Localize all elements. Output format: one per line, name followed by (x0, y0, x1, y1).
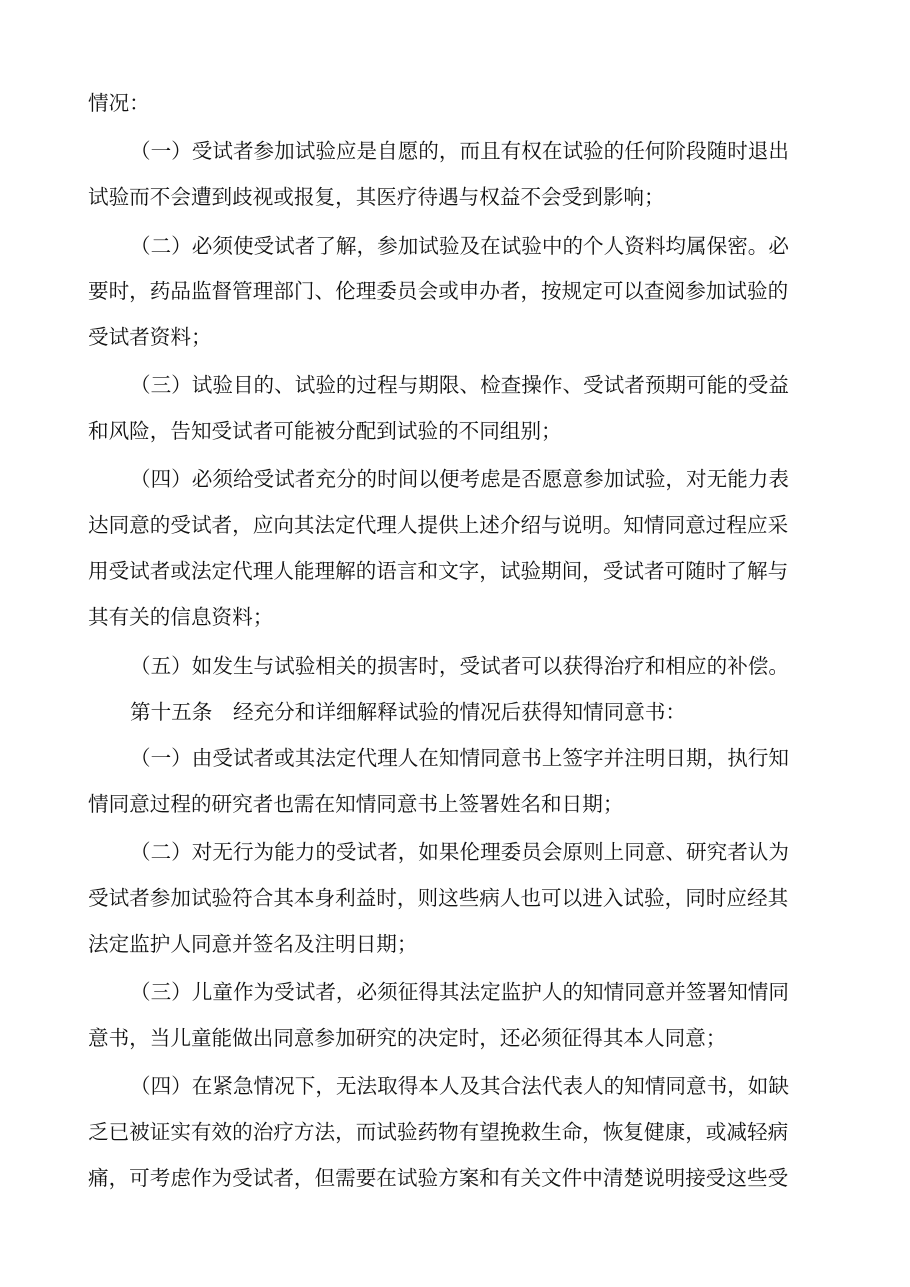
text-line-11: 用受试者或法定代理人能理解的语言和文字，试验期间，受试者可随时了解与 (88, 559, 789, 583)
text-line-16: 情同意过程的研究者也需在知情同意书上签署姓名和日期； (88, 792, 624, 816)
text-line-20: （三）儿童作为受试者，必须征得其法定监护人的知情同意并签署知情同 (130, 980, 789, 1004)
text-line-24: 痛，可考虑作为受试者，但需要在试验方案和有关文件中清楚说明接受这些受 (88, 1166, 789, 1190)
text-line-7: （三）试验目的、试验的过程与期限、检查操作、受试者预期可能的受益 (130, 373, 789, 397)
text-line-5: 要时，药品监督管理部门、伦理委员会或申办者，按规定可以查阅参加试验的 (88, 279, 789, 303)
text-line-3: 试验而不会遭到歧视或报复，其医疗待遇与权益不会受到影响； (88, 185, 665, 209)
text-line-13: （五）如发生与试验相关的损害时，受试者可以获得治疗和相应的补偿。 (130, 654, 789, 678)
text-line-17: （二）对无行为能力的受试者，如果伦理委员会原则上同意、研究者认为 (130, 840, 789, 864)
text-line-4: （二）必须使受试者了解，参加试验及在试验中的个人资料均属保密。必 (130, 234, 789, 258)
text-line-21: 意书，当儿童能做出同意参加研究的决定时，还必须征得其本人同意； (88, 1026, 727, 1050)
text-line-15: （一）由受试者或其法定代理人在知情同意书上签字并注明日期，执行知 (130, 746, 789, 770)
text-line-12: 其有关的信息资料； (88, 605, 274, 629)
text-line-18: 受试者参加试验符合其本身利益时，则这些病人也可以进入试验，同时应经其 (88, 886, 789, 910)
text-line-6: 受试者资料； (88, 325, 212, 349)
text-line-9: （四）必须给受试者充分的时间以便考虑是否愿意参加试验，对无能力表 (130, 467, 789, 491)
text-line-14: 第十五条 经充分和详细解释试验的情况后获得知情同意书： (130, 700, 687, 724)
text-line-8: 和风险，告知受试者可能被分配到试验的不同组别； (88, 419, 562, 443)
text-line-22: （四）在紧急情况下，无法取得本人及其合法代表人的知情同意书，如缺 (130, 1074, 789, 1098)
text-line-1: 情况： (88, 91, 150, 115)
text-line-19: 法定监护人同意并签名及注明日期； (88, 932, 418, 956)
text-line-10: 达同意的受试者，应向其法定代理人提供上述介绍与说明。知情同意过程应采 (88, 513, 789, 537)
text-line-2: （一）受试者参加试验应是自愿的，而且有权在试验的任何阶段随时退出 (130, 139, 789, 163)
text-line-23: 乏已被证实有效的治疗方法，而试验药物有望挽救生命，恢复健康，或减轻病 (88, 1120, 789, 1144)
